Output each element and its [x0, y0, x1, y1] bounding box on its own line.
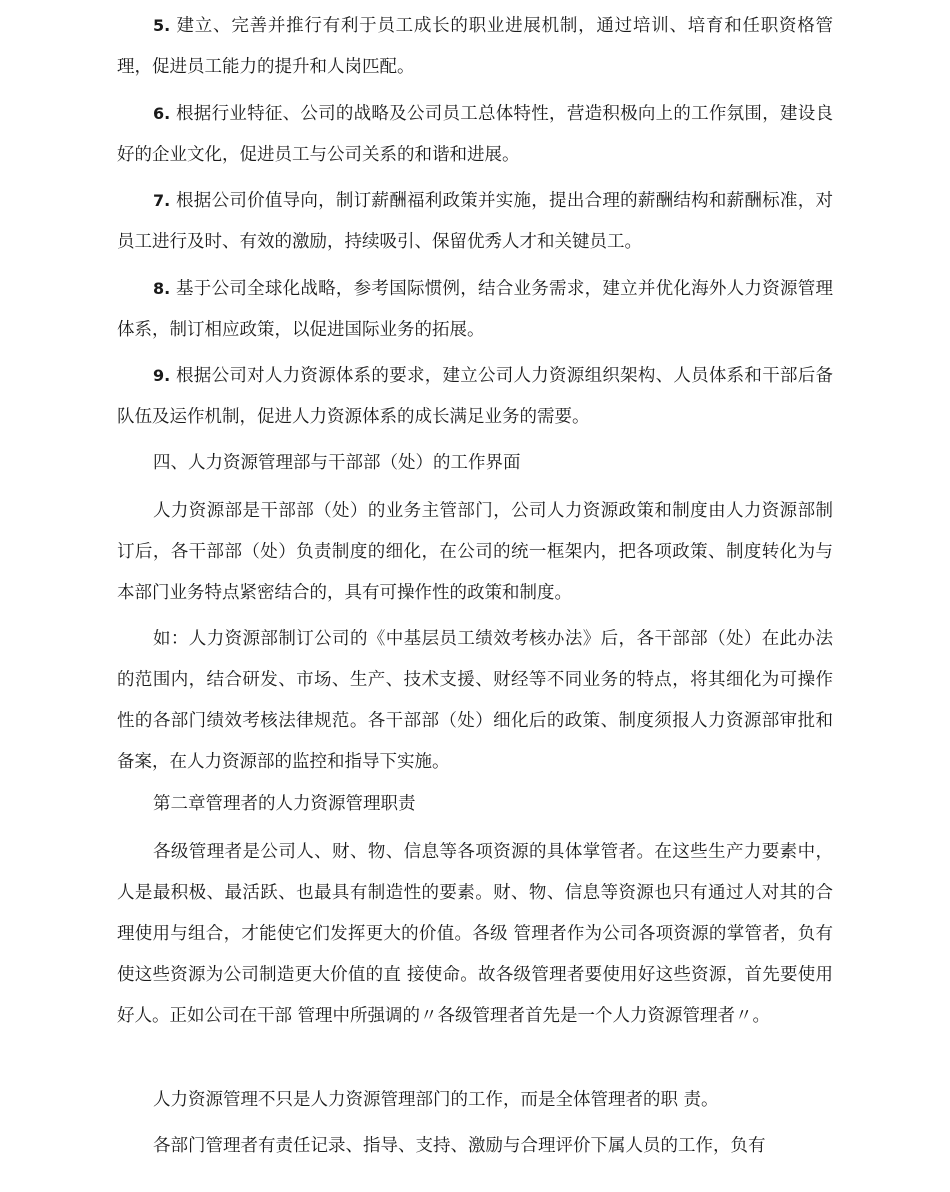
paragraph: 各级管理者是公司人、财、物、信息等各项资源的具体掌管者。在这些生产力要素中，人是最积极、最活跃、也最具有制造性的要素。财、物、信息等资源也只有通过人对其的合理使用与组合，才能使它们发挥更大的价值。各级 管理者作为公司各项资源的掌管者，负有使这些资源为公司制造更大价值的直 接使命。故各级管理者要使用好这些资源，首先要使用好人。正如公司在干部 管理中所强调的〃各级管理者首先是一个人力资源管理者〃。	[117, 842, 833, 1026]
paragraph: 人力资源管理不只是人力资源管理部门的工作，而是全体管理者的职 责。	[153, 1090, 719, 1110]
item-number: 7.	[153, 191, 171, 210]
list-item-5	[117, 5, 833, 88]
item-number: 6.	[153, 104, 171, 123]
item-text: 基于公司全球化战略，参考国际惯例，结合业务需求，建立并优化海外人力资源管理体系，制订相应政策，以促进国际业务的拓展。	[117, 279, 833, 340]
list-item-9	[117, 355, 833, 438]
item-text: 建立、完善并推行有利于员工成长的职业进展机制，通过培训、培育和任职资格管理，促进员工能力的提升和人岗匹配。	[117, 16, 833, 77]
paragraph: 人力资源部是干部部（处）的业务主管部门，公司人力资源政策和制度由人力资源部制订后，各干部部（处）负责制度的细化，在公司的统一框架内，把各项政策、制度转化为与本部门业务特点紧密结合的，具有可操作性的政策和制度。	[117, 501, 833, 603]
chapter-heading: 第二章管理者的人力资源管理职责	[153, 794, 416, 814]
list-item-7	[117, 180, 833, 263]
item-number: 9.	[153, 366, 171, 385]
item-text: 根据公司价值导向，制订薪酬福利政策并实施，提出合理的薪酬结构和薪酬标准，对员工进行及时、有效的激励，持续吸引、保留优秀人才和关键员工。	[117, 191, 833, 252]
item-number: 8.	[153, 279, 171, 298]
item-text: 根据公司对人力资源体系的要求，建立公司人力资源组织架构、人员体系和干部后备队伍及运作机制，促进人力资源体系的成长满足业务的需要。	[117, 366, 833, 427]
item-text: 根据行业特征、公司的战略及公司员工总体特性，营造积极向上的工作氛围，建设良好的企业文化，促进员工与公司关系的和谐和进展。	[117, 104, 833, 165]
list-item-6	[117, 93, 833, 176]
list-item-8	[117, 268, 833, 351]
item-number: 5.	[153, 16, 171, 35]
paragraph: 如：人力资源部制订公司的《中基层员工绩效考核办法》后，各干部部（处）在此办法的范围内，结合研发、市场、生产、技术支援、财经等不同业务的特点，将其细化为可操作性的各部门绩效考核法律规范。各干部部（处）细化后的政策、制度须报人力资源部审批和备案，在人力资源部的监控和指导下实施。	[117, 629, 833, 772]
paragraph: 各部门管理者有责任记录、指导、支持、激励与合理评价下属人员的工作，负有	[153, 1136, 766, 1156]
section-heading: 四、人力资源管理部与干部部（处）的工作界面	[153, 453, 521, 473]
